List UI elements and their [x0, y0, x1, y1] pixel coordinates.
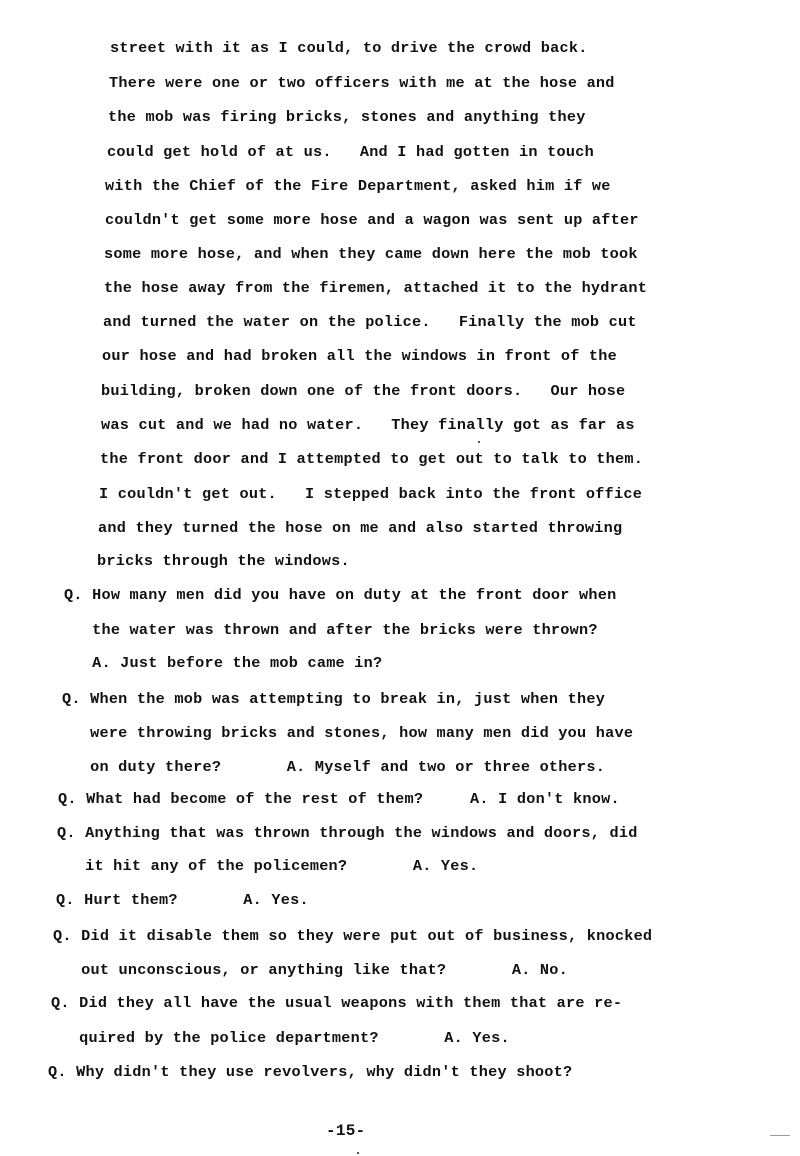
text-line: could get hold of at us. And I had gotten in touch — [107, 143, 594, 161]
page-number: -15- — [326, 1122, 366, 1140]
text-line: building, broken down one of the front doors. Our hose — [101, 382, 626, 400]
question-answer-line: quired by the police department? A. Yes. — [51, 1029, 510, 1047]
question-line: Q. Anything that was thrown through the windows and doors, did — [57, 824, 638, 842]
text-line: street with it as I could, to drive the crowd back. — [110, 39, 588, 57]
question-answer-line: Q. What had become of the rest of them? A. I don't know. — [58, 790, 620, 808]
scan-speck — [357, 1152, 359, 1154]
text-line: bricks through the windows. — [97, 552, 350, 570]
question-line: the water was thrown and after the bricks were thrown? — [64, 621, 598, 639]
question-answer-line: Q. Hurt them? A. Yes. — [56, 891, 309, 909]
question-answer-line: out unconscious, or anything like that? A. No. — [53, 961, 569, 979]
question-line: Q. How many men did you have on duty at the front door when — [64, 586, 617, 604]
question-line: Q. Did it disable them so they were put out of business, knocked — [53, 927, 653, 945]
question-line: Q. Did they all have the usual weapons with them that are re- — [51, 994, 623, 1012]
text-line: There were one or two officers with me at the hose and — [109, 74, 615, 92]
text-line: the front door and I attempted to get out to talk to them. — [100, 450, 644, 468]
text-line: and turned the water on the police. Finally the mob cut — [103, 313, 637, 331]
question-answer-line: it hit any of the policemen? A. Yes. — [57, 857, 479, 875]
text-line: the mob was firing bricks, stones and anything they — [108, 108, 586, 126]
text-line: and they turned the hose on me and also started throwing — [98, 519, 623, 537]
text-line: some more hose, and when they came down here the mob took — [104, 245, 638, 263]
scan-speck — [478, 441, 480, 443]
text-line: with the Chief of the Fire Department, asked him if we — [105, 177, 611, 195]
question-line: were throwing bricks and stones, how many men did you have — [62, 724, 634, 742]
text-line: I couldn't get out. I stepped back into the front office — [99, 485, 643, 503]
question-answer-line: on duty there? A. Myself and two or three others. — [62, 758, 606, 776]
text-line: couldn't get some more hose and a wagon was sent up after — [105, 211, 639, 229]
scan-speck — [770, 1135, 790, 1136]
question-line: Q. When the mob was attempting to break in, just when they — [62, 690, 606, 708]
text-line: the hose away from the firemen, attached it to the hydrant — [104, 279, 648, 297]
text-line: our hose and had broken all the windows in front of the — [102, 347, 618, 365]
answer-line: A. Just before the mob came in? — [64, 654, 383, 672]
text-line: was cut and we had no water. They finally got as far as — [101, 416, 635, 434]
question-line: Q. Why didn't they use revolvers, why didn't they shoot? — [48, 1063, 573, 1081]
